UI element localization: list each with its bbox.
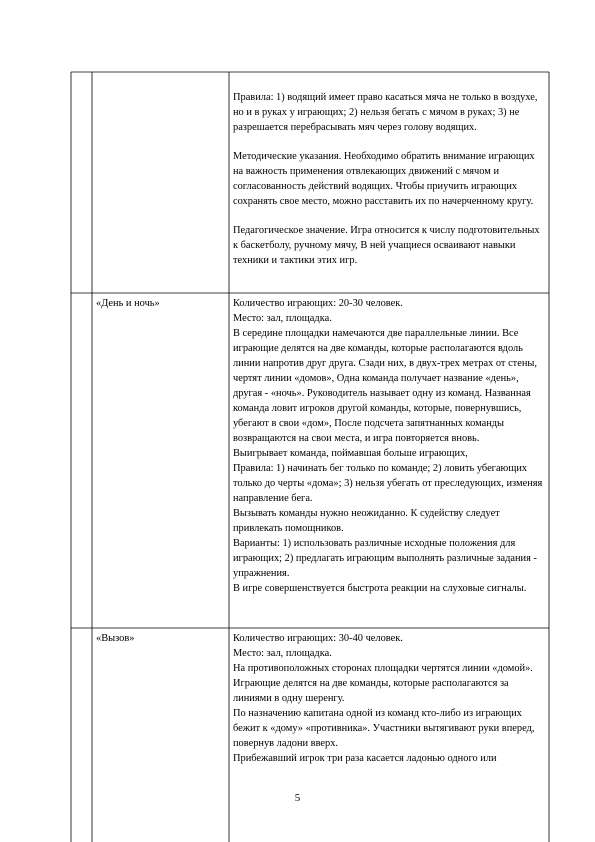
row-3-setup: На противоположных сторонах площадки чертятся линии «домой». Играющие делятся на две команды, которые располагаются за линиями в одну шеренгу. (233, 663, 533, 704)
row-2-refereeing: Вызывать команды нужно неожиданно. К судейству следует привлекать помощников. (233, 508, 500, 534)
row-3-name-cell (96, 631, 224, 646)
paragraph-gap (233, 209, 545, 223)
row-3-challenge: По назначению капитана одной из команд кто-либо из играющих бежит к «дому» «противника». Участники вытягивают руки вперед, повернув ладони вверх. (233, 708, 535, 749)
row-2-winner: Выигрывает команда, поймавшая больше играющих, (233, 448, 468, 459)
row-3-description-cell (233, 631, 545, 766)
row-2-rules: Правила: 1) начинать бег только по команде; 2) ловить убегающих только до черты «дома»; 3) нельзя убегать от преследующих, изменяя направление бега. (233, 463, 543, 504)
row-2-place: Место: зал, площадка. (233, 313, 332, 324)
paragraph-gap (233, 135, 545, 149)
row-3-touch: Прибежавший игрок три раза касается ладонью одного или (233, 753, 497, 764)
row-1-pedagogical-value: Педагогическое значение. Игра относится к числу подготовительных к баскетболу, ручному мячу, В ней учащиеся осваивают навыки техники и тактики этих игр. (233, 225, 540, 266)
row-3-name: «Вызов» (96, 633, 135, 644)
row-3-place: Место: зал, площадка. (233, 648, 332, 659)
page-number: 5 (294, 792, 301, 804)
row-1-description-cell (233, 90, 545, 268)
row-1-method-notes: Методические указания. Необходимо обратить внимание играющих на важность применения отвлекающих движений с мячом и согласованность действий водящих. Чтобы приучить играющих сохранять свое место, можно расставить их по начерченному кругу. (233, 151, 535, 207)
row-2-variants: Варианты: 1) использовать различные исходные положения для играющих; 2) предлагать играющим выполнять различные задания - упражнения. (233, 538, 537, 579)
row-2-name: «День и ночь» (96, 298, 160, 309)
row-1-rules: Правила: 1) водящий имеет право касаться мяча не только в воздухе, но и в руках у играющих; 2) нельзя бегать с мячом в руках; 3) не разрешается перебрасывать мяч через голову водящих. (233, 92, 538, 133)
row-3-players-count: Количество играющих: 30-40 человек. (233, 633, 403, 644)
row-2-name-cell (96, 296, 224, 311)
row-2-value: В игре совершенствуется быстрота реакции на слуховые сигналы. (233, 583, 527, 594)
row-2-players-count: Количество играющих: 20-30 человек. (233, 298, 403, 309)
row-2-setup: В середине площадки намечаются две параллельные линии. Все играющие делятся на две команды, которые располагаются вдоль линии напротив друг друга. Сзади них, в двух-трех метрах от стены, чертят линии «домов», Одна команда получает название «день», другая - «ночь». Руководитель называет одну из команд. Названная команда ловит игроков другой команды, которые, повернувшись, убегают в свои «дом», После подсчета запятнанных команды возвращаются на свои места, и игра повторяется вновь. (233, 328, 537, 444)
row-2-description-cell (233, 296, 545, 596)
